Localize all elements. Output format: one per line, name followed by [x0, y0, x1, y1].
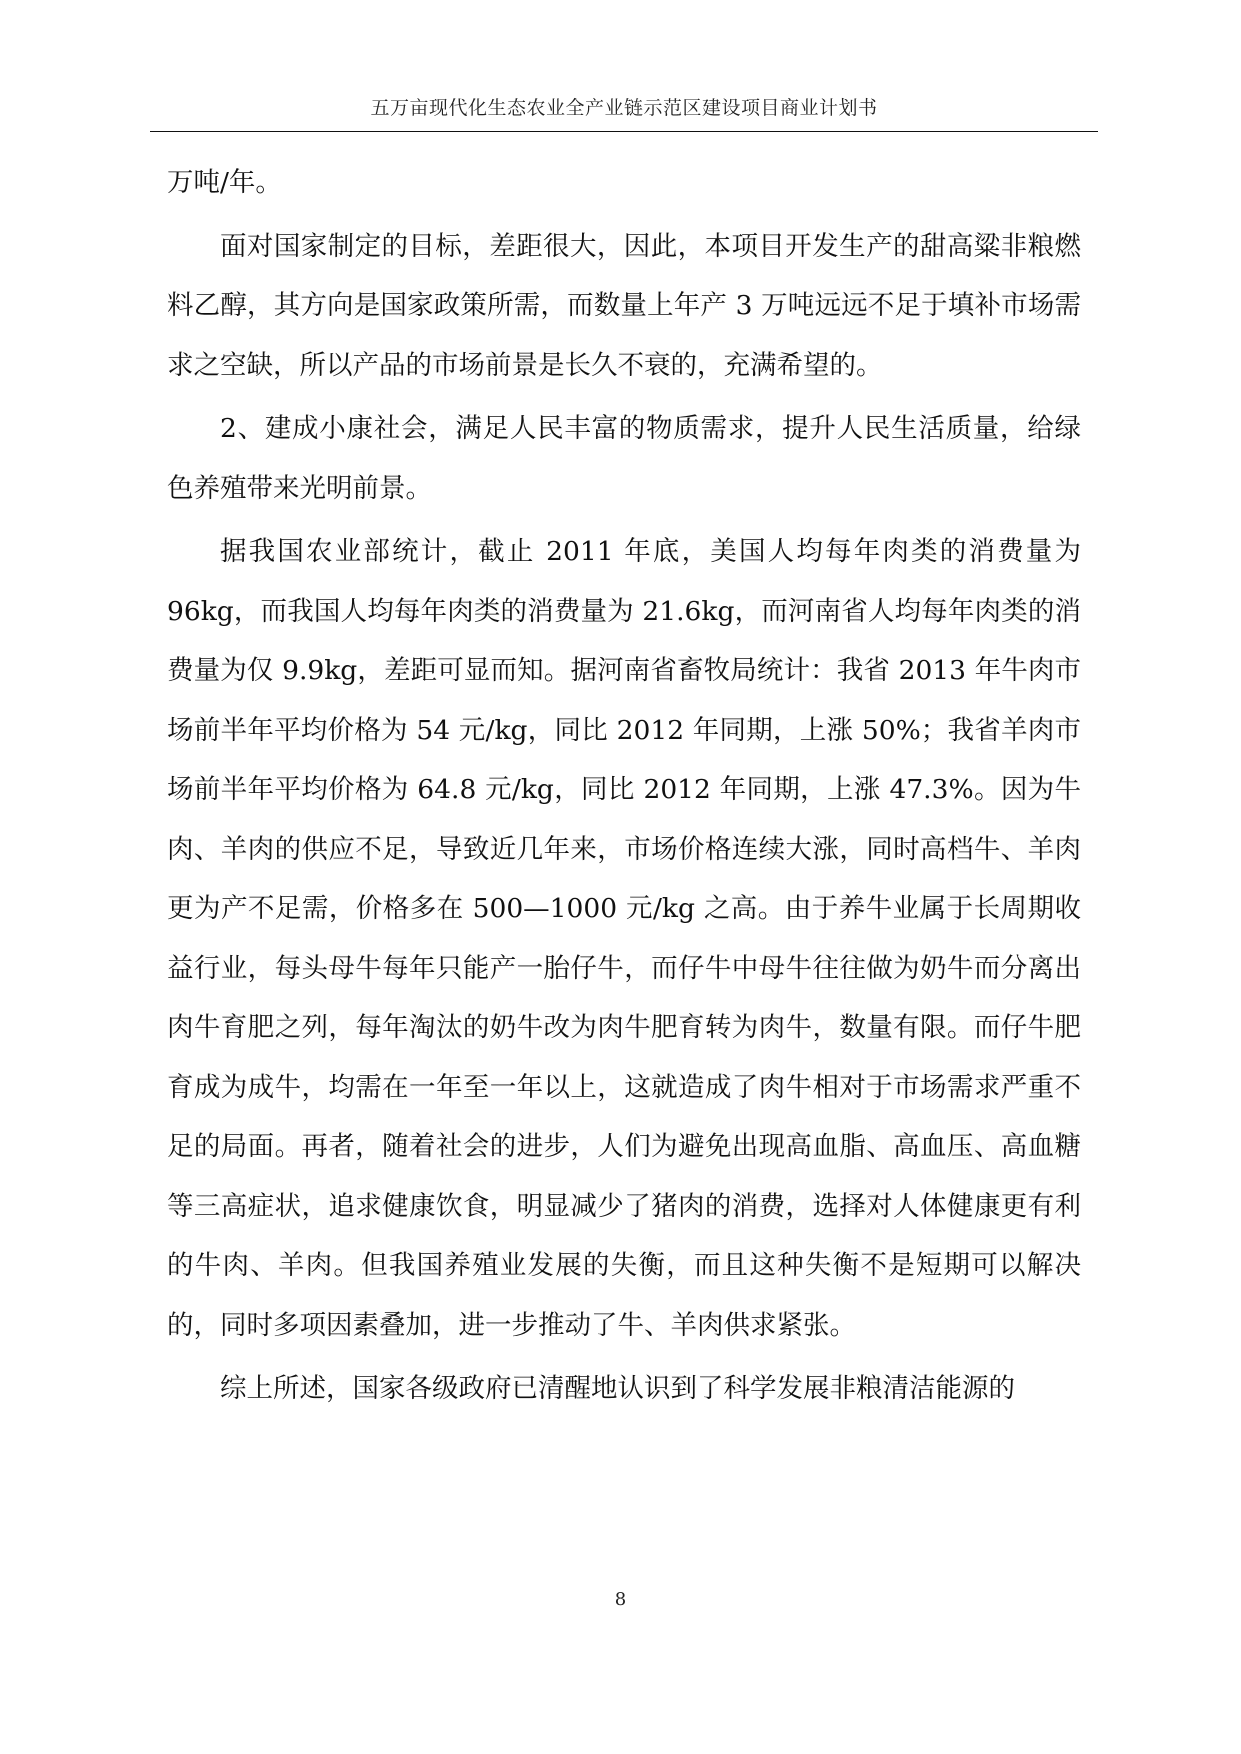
paragraph-summary: 综上所述，国家各级政府已清醒地认识到了科学发展非粮清洁能源的 — [220, 1373, 1015, 1404]
page-number: 8 — [614, 1589, 627, 1610]
paragraph-section-2-heading: 2、建成小康社会，满足人民丰富的物质需求，提升人民生活质量，给绿色养殖带来光明前景。 — [167, 413, 1081, 504]
paragraph-fuel-ethanol: 面对国家制定的目标，差距很大，因此，本项目开发生产的甜高粱非粮燃料乙醇，其方向是国家政策所需，而数量上年产 3 万吨远远不足于填补市场需求之空缺，所以产品的市场前景是长久不衰的，充满希望的。 — [167, 230, 1081, 381]
paragraph-meat-statistics: 据我国农业部统计，截止 2011 年底，美国人均每年肉类的消费量为 96kg，而我国人均每年肉类的消费量为 21.6kg，而河南省人均每年肉类的消费量为仅 9.9kg，差距可显而知。据河南省畜牧局统计：我省 2013 年牛肉市场前半年平均价格为 54 元/kg，同比 2012 年同期，上涨 50%；我省羊肉市场前半年平均价格为 64.8 元/kg，同比 2012 年同期，上涨 47.3%。因为牛肉、羊肉的供应不足，导致近几年来，市场价格连续大涨，同时高档牛、羊肉更为产不足需，价格多在 500—1000 元/kg 之高。由于养牛业属于长周期收益行业，每头母牛每年只能产一胎仔牛，而仔牛中母牛往往做为奶牛而分离出肉牛育肥之列，每年淘汰的奶牛改为肉牛肥育转为肉牛，数量有限。而仔牛肥育成为成牛，均需在一年至一年以上，这就造成了肉牛相对于市场需求严重不足的局面。再者，随着社会的进步，人们为避免出现高血脂、高血压、高血糖等三高症状，追求健康饮食，明显减少了猪肉的消费，选择对人体健康更有利的牛肉、羊肉。但我国养殖业发展的失衡，而且这种失衡不是短期可以解决的，同时多项因素叠加，进一步推动了牛、羊肉供求紧张。 — [167, 536, 1081, 1341]
header-divider — [150, 131, 1098, 132]
paragraph-continuation: 万吨/年。 — [167, 167, 282, 198]
page-header-title: 五万亩现代化生态农业全产业链示范区建设项目商业计划书 — [370, 97, 878, 119]
document-body — [167, 153, 1081, 1419]
